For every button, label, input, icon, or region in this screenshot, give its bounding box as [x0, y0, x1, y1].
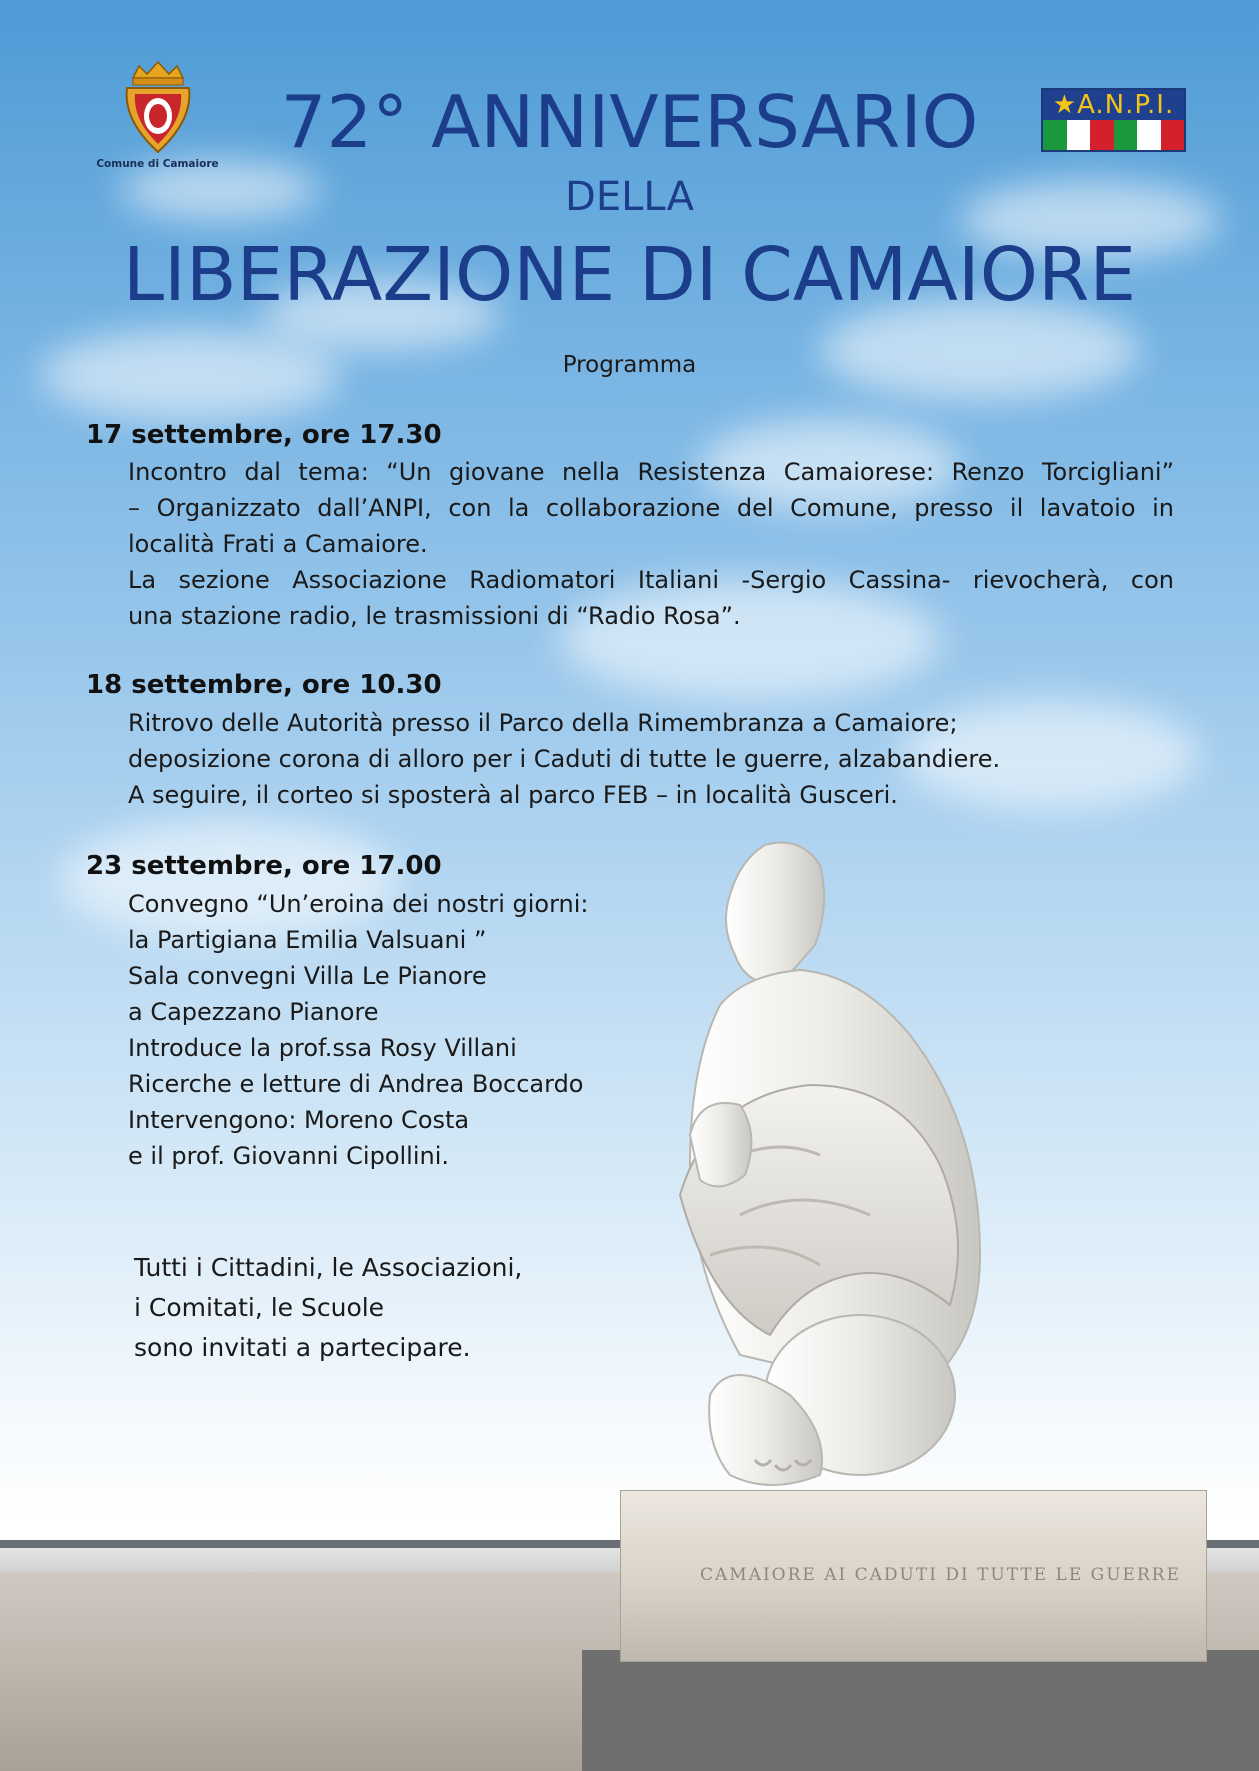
- event-line: a Capezzano Pianore: [128, 998, 379, 1026]
- comune-label: Comune di Camaiore: [96, 158, 219, 170]
- event-line: una stazione radio, le trasmissioni di “Radio Rosa”.: [128, 602, 741, 630]
- pedestal-base: [582, 1650, 1259, 1771]
- sculpture-icon: [650, 835, 1090, 1500]
- program-label: Programma: [562, 352, 697, 378]
- event-line: Convegno “Un’eroina dei nostri giorni:: [128, 890, 589, 918]
- event-line: Ritrovo delle Autorità presso il Parco della Rimembranza a Camaiore;: [128, 709, 958, 737]
- event-line: A seguire, il corteo si sposterà al parco FEB – in località Gusceri.: [128, 781, 898, 809]
- invitation-text: [134, 1248, 522, 1368]
- event-line: Sala convegni Villa Le Pianore: [128, 962, 487, 990]
- title-della: DELLA: [565, 174, 694, 220]
- event-line: Introduce la prof.ssa Rosy Villani: [128, 1034, 517, 1062]
- event-line: la Partigiana Emilia Valsuani ”: [128, 926, 487, 954]
- invite-line: Tutti i Cittadini, le Associazioni,: [134, 1253, 523, 1282]
- event-line: località Frati a Camaiore.: [128, 530, 428, 558]
- invite-line: sono invitati a partecipare.: [134, 1333, 471, 1362]
- event-description: [128, 886, 589, 1174]
- event-line: Intervengono: Moreno Costa: [128, 1106, 470, 1134]
- invite-line: i Comitati, le Scuole: [134, 1293, 385, 1322]
- event-line: La sezione Associazione Radiomatori Italiani -Sergio Cassina- rievocherà, con: [128, 566, 1174, 594]
- title-liberazione: LIBERAZIONE DI CAMAIORE: [122, 232, 1137, 318]
- event-description: [128, 454, 1174, 634]
- event-line: deposizione corona di alloro per i Caduti di tutte le guerre, alzabandiere.: [128, 745, 1001, 773]
- event-description: [128, 705, 1000, 813]
- event-line: – Organizzato dall’ANPI, con la collaborazione del Comune, presso il lavatoio in: [128, 494, 1174, 522]
- event-line: Incontro dal tema: “Un giovane nella Resistenza Camaiorese: Renzo Torcigliani”: [128, 458, 1174, 486]
- event-date: 17 settembre, ore 17.30: [86, 420, 442, 450]
- event-line: Ricerche e letture di Andrea Boccardo: [128, 1070, 584, 1098]
- event-line: e il prof. Giovanni Cipollini.: [128, 1142, 450, 1170]
- anpi-text: ★A.N.P.I.: [1043, 90, 1184, 120]
- title-anniversary: 72° ANNIVERSARIO: [280, 80, 979, 164]
- event-date: 18 settembre, ore 10.30: [86, 670, 442, 700]
- event-date: 23 settembre, ore 17.00: [86, 851, 442, 881]
- pedestal-inscription: CAMAIORE AI CADUTI DI TUTTE LE GUERRE: [700, 1565, 1181, 1585]
